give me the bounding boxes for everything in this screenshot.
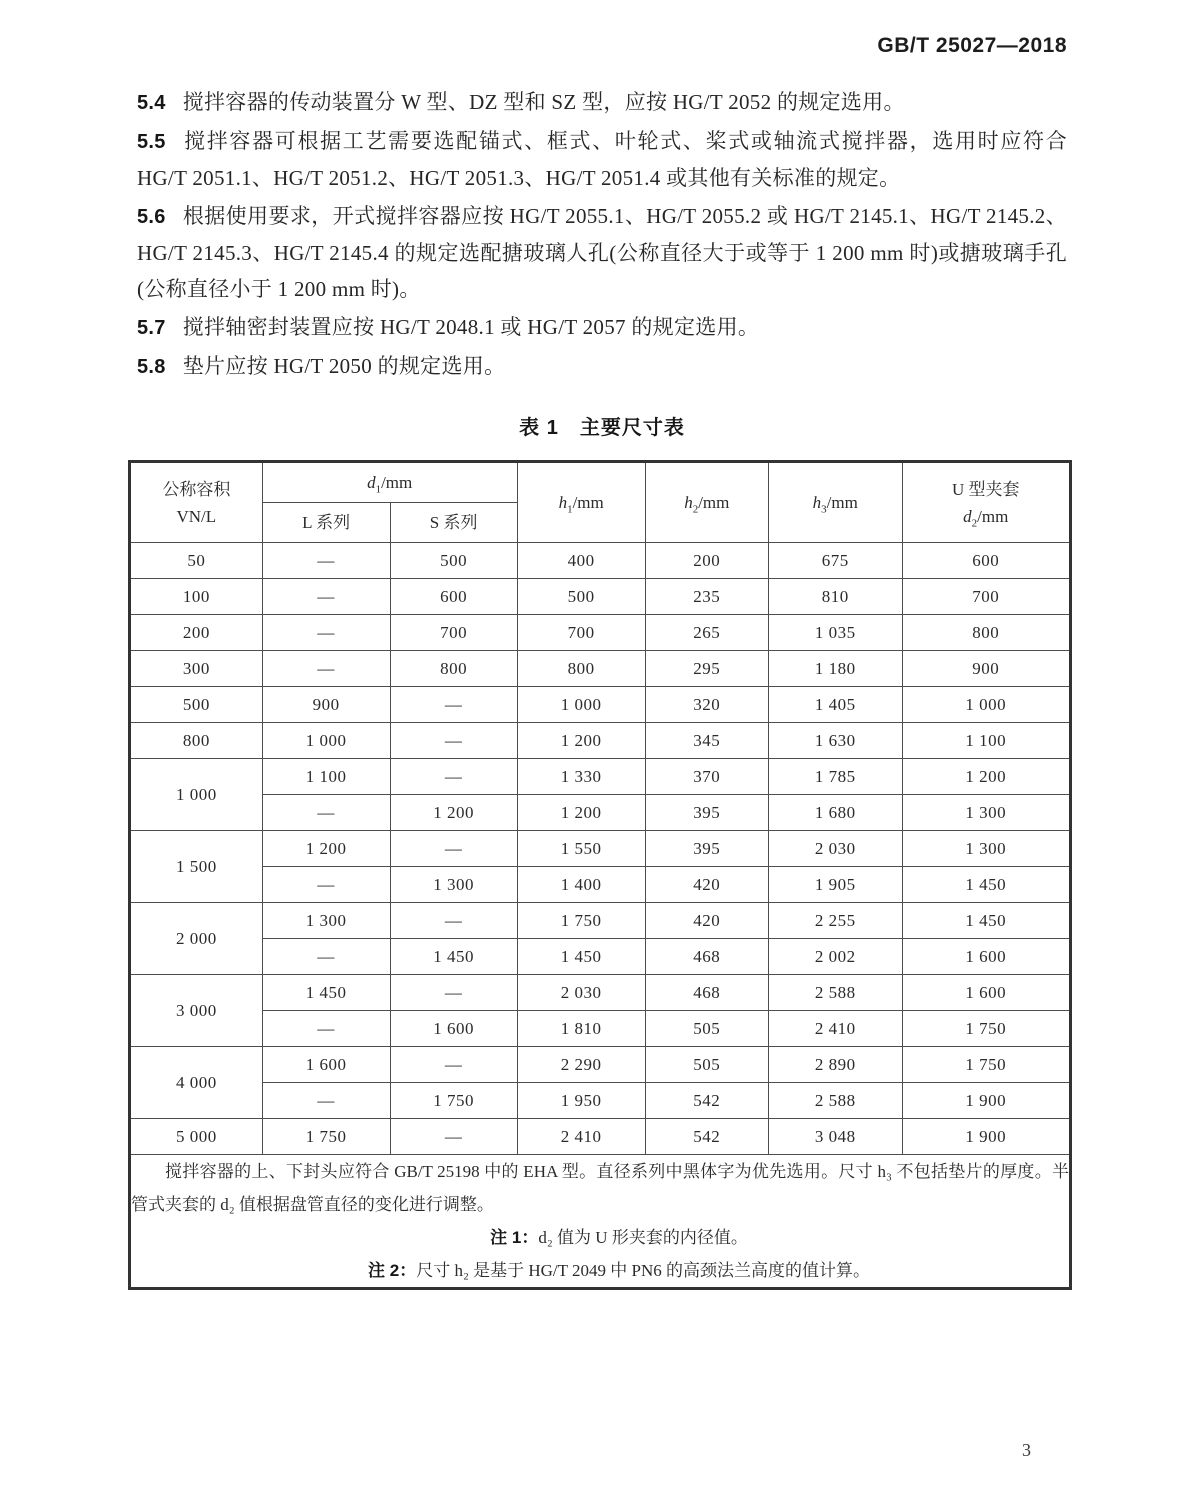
cell-value: 3 048 bbox=[768, 1119, 902, 1155]
cell-value: 800 bbox=[902, 615, 1070, 651]
cell-value: 1 750 bbox=[517, 903, 645, 939]
standard-code: GB/T 25027—2018 bbox=[877, 34, 1067, 57]
table-row bbox=[130, 687, 1071, 723]
cell-value: — bbox=[390, 975, 517, 1011]
cell-volume: 1 500 bbox=[130, 831, 263, 903]
cell-value: 1 000 bbox=[902, 687, 1070, 723]
cell-value: 2 002 bbox=[768, 939, 902, 975]
clause-text: 搅拌轴密封装置应按 HG/T 2048.1 或 HG/T 2057 的规定选用。 bbox=[182, 315, 760, 339]
cell-value: 1 200 bbox=[262, 831, 390, 867]
table-row bbox=[130, 579, 1071, 615]
cell-value: — bbox=[262, 1083, 390, 1119]
clause-number: 5.6 bbox=[137, 206, 166, 228]
cell-value: 200 bbox=[645, 543, 768, 579]
header-jacket bbox=[902, 462, 1070, 543]
table-row bbox=[130, 615, 1071, 651]
var-subscript: 1 bbox=[567, 502, 573, 515]
var-letter: d bbox=[963, 506, 972, 526]
header-series-l: L 系列 bbox=[262, 503, 390, 543]
cell-value: 1 450 bbox=[262, 975, 390, 1011]
table-note-1 bbox=[169, 1221, 1069, 1254]
cell-value: 1 900 bbox=[902, 1083, 1070, 1119]
clause-5-6 bbox=[137, 198, 1067, 307]
cell-value: 900 bbox=[902, 651, 1070, 687]
cell-value: 1 405 bbox=[768, 687, 902, 723]
cell-volume: 50 bbox=[130, 543, 263, 579]
cell-value: 1 450 bbox=[902, 867, 1070, 903]
table-row bbox=[130, 1011, 1071, 1047]
cell-value: — bbox=[262, 1011, 390, 1047]
cell-value: 1 200 bbox=[902, 759, 1070, 795]
table-row bbox=[130, 723, 1071, 759]
clause-5-4 bbox=[137, 84, 1067, 121]
table-row bbox=[130, 975, 1071, 1011]
cell-value: 1 180 bbox=[768, 651, 902, 687]
cell-value: — bbox=[262, 939, 390, 975]
clause-number: 5.7 bbox=[137, 317, 166, 339]
cell-volume: 500 bbox=[130, 687, 263, 723]
table-body bbox=[130, 543, 1071, 1155]
cell-volume: 200 bbox=[130, 615, 263, 651]
header-d1 bbox=[262, 462, 517, 503]
cell-volume: 2 000 bbox=[130, 903, 263, 975]
cell-value: 500 bbox=[517, 579, 645, 615]
header-h3 bbox=[768, 462, 902, 543]
cell-value: — bbox=[390, 903, 517, 939]
cell-value: 1 950 bbox=[517, 1083, 645, 1119]
cell-volume: 800 bbox=[130, 723, 263, 759]
cell-value: 700 bbox=[902, 579, 1070, 615]
cell-value: 420 bbox=[645, 867, 768, 903]
var-unit: /mm bbox=[698, 492, 730, 512]
cell-value: 1 100 bbox=[902, 723, 1070, 759]
cell-value: 1 550 bbox=[517, 831, 645, 867]
cell-value: 1 200 bbox=[517, 795, 645, 831]
page-number: 3 bbox=[1022, 1440, 1031, 1460]
cell-value: — bbox=[262, 867, 390, 903]
cell-value: 800 bbox=[517, 651, 645, 687]
page-content bbox=[131, 84, 1069, 1290]
note-text: d₂ 值为 U 形夹套的内径值。 bbox=[538, 1228, 748, 1247]
cell-value: — bbox=[262, 543, 390, 579]
cell-value: 1 300 bbox=[902, 831, 1070, 867]
header-row-1 bbox=[130, 462, 1071, 503]
note-text: 尺寸 h₂ 是基于 HG/T 2049 中 PN6 的高颈法兰高度的值计算。 bbox=[416, 1261, 870, 1280]
cell-value: 468 bbox=[645, 975, 768, 1011]
table-row bbox=[130, 1119, 1071, 1155]
cell-value: 505 bbox=[645, 1047, 768, 1083]
clause-text: 搅拌容器的传动装置分 W 型、DZ 型和 SZ 型，应按 HG/T 2052 的规定选用。 bbox=[182, 90, 905, 114]
table-footer bbox=[130, 1155, 1071, 1289]
cell-value: 395 bbox=[645, 831, 768, 867]
table-header bbox=[130, 462, 1071, 543]
cell-value: 700 bbox=[517, 615, 645, 651]
cell-value: 1 400 bbox=[517, 867, 645, 903]
table-row bbox=[130, 543, 1071, 579]
table-footnote: 搅拌容器的上、下封头应符合 GB/T 25198 中的 EHA 型。直径系列中黑体字为优先选用。尺寸 h₃ 不包括垫片的厚度。半管式夹套的 d₂ 值根据盘管直径的变化进行调整。 bbox=[131, 1162, 1069, 1214]
cell-value: 2 030 bbox=[517, 975, 645, 1011]
table-row bbox=[130, 1083, 1071, 1119]
cell-value: 600 bbox=[390, 579, 517, 615]
cell-volume: 3 000 bbox=[130, 975, 263, 1047]
cell-value: 1 600 bbox=[390, 1011, 517, 1047]
cell-value: 1 330 bbox=[517, 759, 645, 795]
var-subscript: 3 bbox=[821, 502, 827, 515]
header-volume bbox=[130, 462, 263, 543]
table-row bbox=[130, 795, 1071, 831]
cell-value: 370 bbox=[645, 759, 768, 795]
cell-value: 1 200 bbox=[390, 795, 517, 831]
cell-value: 1 450 bbox=[517, 939, 645, 975]
cell-value: 400 bbox=[517, 543, 645, 579]
table-row bbox=[130, 831, 1071, 867]
cell-value: 2 410 bbox=[517, 1119, 645, 1155]
cell-volume: 4 000 bbox=[130, 1047, 263, 1119]
cell-value: 542 bbox=[645, 1119, 768, 1155]
var-unit: /mm bbox=[381, 472, 413, 492]
var-letter: d bbox=[367, 472, 376, 492]
table-row bbox=[130, 939, 1071, 975]
cell-value: 505 bbox=[645, 1011, 768, 1047]
cell-value: 235 bbox=[645, 579, 768, 615]
clause-number: 5.8 bbox=[137, 356, 166, 378]
cell-value: — bbox=[390, 1119, 517, 1155]
clause-text: 根据使用要求，开式搅拌容器应按 HG/T 2055.1、HG/T 2055.2 或 HG/T 2145.1、HG/T 2145.2、HG/T 2145.3、HG/T 2145.4 的规定选配搪玻璃人孔(公称直径大于或等于 1 200 mm 时)或搪玻璃手孔(公称直径小于 1 200 mm 时)。 bbox=[137, 204, 1067, 301]
var-subscript: 1 bbox=[375, 482, 382, 495]
cell-value: 1 900 bbox=[902, 1119, 1070, 1155]
cell-value: 2 890 bbox=[768, 1047, 902, 1083]
table-row bbox=[130, 651, 1071, 687]
clause-text: 垫片应按 HG/T 2050 的规定选用。 bbox=[182, 354, 506, 378]
cell-value: 675 bbox=[768, 543, 902, 579]
cell-value: 320 bbox=[645, 687, 768, 723]
cell-value: — bbox=[390, 1047, 517, 1083]
note-label: 注 2： bbox=[368, 1261, 417, 1280]
cell-value: 1 600 bbox=[262, 1047, 390, 1083]
cell-value: 2 290 bbox=[517, 1047, 645, 1083]
cell-value: 345 bbox=[645, 723, 768, 759]
cell-value: 2 410 bbox=[768, 1011, 902, 1047]
var-unit: /mm bbox=[977, 506, 1009, 526]
var-unit: /mm bbox=[826, 492, 858, 512]
table-title: 表 1 主要尺寸表 bbox=[519, 417, 685, 439]
cell-value: 1 750 bbox=[902, 1011, 1070, 1047]
cell-value: 1 450 bbox=[390, 939, 517, 975]
cell-value: 395 bbox=[645, 795, 768, 831]
cell-value: 1 300 bbox=[390, 867, 517, 903]
cell-volume: 1 000 bbox=[130, 759, 263, 831]
cell-value: 1 035 bbox=[768, 615, 902, 651]
cell-value: — bbox=[390, 723, 517, 759]
clause-number: 5.4 bbox=[137, 92, 166, 114]
note-label: 注 1： bbox=[490, 1228, 539, 1247]
cell-value: 1 600 bbox=[902, 939, 1070, 975]
cell-value: 295 bbox=[645, 651, 768, 687]
cell-volume: 100 bbox=[130, 579, 263, 615]
cell-value: 600 bbox=[902, 543, 1070, 579]
cell-value: 1 450 bbox=[902, 903, 1070, 939]
cell-value: 1 785 bbox=[768, 759, 902, 795]
cell-volume: 300 bbox=[130, 651, 263, 687]
cell-value: 1 000 bbox=[517, 687, 645, 723]
cell-value: 2 255 bbox=[768, 903, 902, 939]
cell-value: 1 680 bbox=[768, 795, 902, 831]
cell-value: — bbox=[262, 795, 390, 831]
header-series-s: S 系列 bbox=[390, 503, 517, 543]
clause-5-8 bbox=[137, 348, 1067, 385]
cell-value: — bbox=[390, 831, 517, 867]
var-unit: /mm bbox=[572, 492, 604, 512]
cell-value: 2 030 bbox=[768, 831, 902, 867]
cell-value: 1 750 bbox=[390, 1083, 517, 1119]
table-note-2 bbox=[169, 1254, 1069, 1287]
cell-value: 1 600 bbox=[902, 975, 1070, 1011]
cell-value: 810 bbox=[768, 579, 902, 615]
header-jacket-var bbox=[903, 503, 1069, 530]
cell-value: — bbox=[262, 579, 390, 615]
cell-value: 420 bbox=[645, 903, 768, 939]
cell-value: 542 bbox=[645, 1083, 768, 1119]
cell-value: 1 100 bbox=[262, 759, 390, 795]
header-volume-label: 公称容积 bbox=[162, 479, 231, 499]
clause-text: 搅拌容器可根据工艺需要选配锚式、框式、叶轮式、桨式或轴流式搅拌器，选用时应符合 HG/T 2051.1、HG/T 2051.2、HG/T 2051.3、HG/T 2051.4 或其他有关标准的规定。 bbox=[137, 129, 1067, 190]
table-notes bbox=[130, 1155, 1071, 1289]
cell-value: 1 750 bbox=[902, 1047, 1070, 1083]
header-jacket-label: U 型夹套 bbox=[951, 479, 1020, 499]
table-row bbox=[130, 903, 1071, 939]
header-h1 bbox=[517, 462, 645, 543]
cell-value: 2 588 bbox=[768, 975, 902, 1011]
cell-value: 1 905 bbox=[768, 867, 902, 903]
cell-value: 1 300 bbox=[902, 795, 1070, 831]
header-h2 bbox=[645, 462, 768, 543]
table-row bbox=[130, 867, 1071, 903]
dimensions-table bbox=[128, 460, 1072, 1290]
table-row bbox=[130, 759, 1071, 795]
cell-value: 2 588 bbox=[768, 1083, 902, 1119]
var-subscript: 2 bbox=[971, 516, 978, 529]
header-volume-unit: VN/L bbox=[176, 506, 217, 526]
cell-value: 1 200 bbox=[517, 723, 645, 759]
cell-value: 1 300 bbox=[262, 903, 390, 939]
table-row bbox=[130, 1047, 1071, 1083]
clause-number: 5.5 bbox=[137, 131, 166, 153]
clause-5-5 bbox=[137, 123, 1067, 196]
cell-value: 468 bbox=[645, 939, 768, 975]
cell-value: — bbox=[262, 651, 390, 687]
var-subscript: 2 bbox=[692, 502, 699, 515]
cell-value: — bbox=[390, 759, 517, 795]
cell-value: 500 bbox=[390, 543, 517, 579]
clause-5-7 bbox=[137, 309, 1067, 346]
cell-value: 1 000 bbox=[262, 723, 390, 759]
cell-value: — bbox=[390, 687, 517, 723]
cell-value: 700 bbox=[390, 615, 517, 651]
var-letter: h bbox=[558, 492, 568, 512]
cell-value: — bbox=[262, 615, 390, 651]
cell-volume: 5 000 bbox=[130, 1119, 263, 1155]
cell-value: 800 bbox=[390, 651, 517, 687]
cell-value: 1 810 bbox=[517, 1011, 645, 1047]
cell-value: 1 630 bbox=[768, 723, 902, 759]
var-letter: h bbox=[684, 492, 693, 512]
var-letter: h bbox=[812, 492, 822, 512]
cell-value: 265 bbox=[645, 615, 768, 651]
cell-value: 900 bbox=[262, 687, 390, 723]
cell-value: 1 750 bbox=[262, 1119, 390, 1155]
notes-row bbox=[130, 1155, 1071, 1289]
